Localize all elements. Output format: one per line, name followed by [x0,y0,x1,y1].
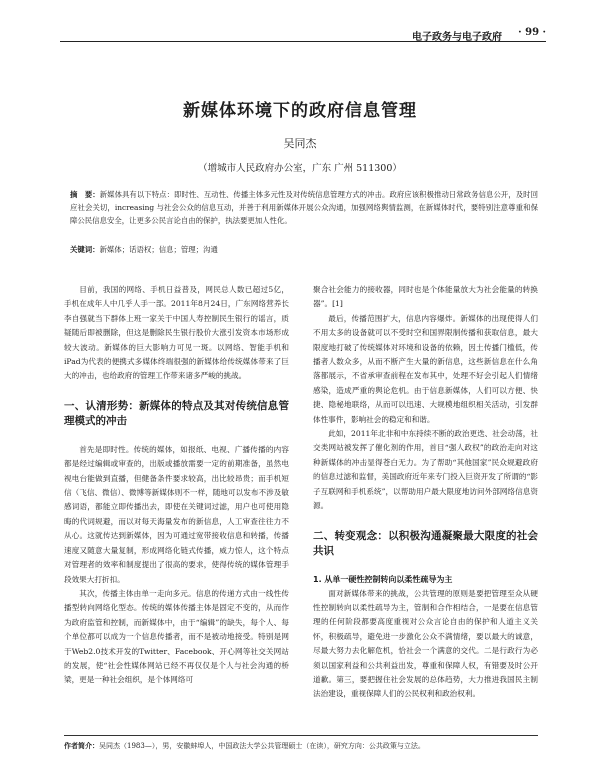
author-name: 吴同杰 [283,137,317,150]
continued-paragraph: 聚合社会能力的接收器，同时也是个体能量放大为社会能量的转换器”。[1] [313,285,538,309]
keywords [70,243,538,256]
footnote-text: 吴同杰（1983—），男，安徽蚌埠人，中国政法大学公共管理硕士（在读），研究方向：公共政策与立法。 [99,742,425,750]
author-footnote [64,741,538,752]
abstract-label: 摘 要： [70,190,100,199]
section-1-paragraph: 其次，传播主体由单一走向多元。信息的传递方式由一线性传播型转向网络化型态。传统的媒体传播主体是固定不变的，从而作为政府监管和控制，而新媒体中，由于“编辑”的缺失，每个人、每个单位都可以成为一个信息传播者，而不是被动地接受。特别是网于Web2.0技术开发的Twitter、Facebook、开心网等社交关网站的发展，使“社会性媒体网站已经不再仅仅是个人与社会沟通的桥梁，更是一种社会组织，是个体网络可 [64,588,289,685]
intro-paragraph: 目前，我国的网络、手机日益普及，网民总人数已超过5亿，手机在成年人中几乎人手一部。2011年8月24日，广东网络营养长李自强就当下群体上班一家关于中国人寿控制民生银行的谣言，质疑随后即被删除，但这是删除民生银行股价大涨引发资本市场形成较大波动。新媒体的巨大影响力可见一斑。以网络、智能手机和iPad为代表的便携式多媒体终端很强的新媒体给传统媒体带来了巨大的冲击，也给政府的管理工作带来诸多严峻的挑战。 [64,285,289,381]
journal-section-title: 电子政务与电子政府 [412,32,502,43]
section-1-heading: 一、认清形势：新媒体的特点及其对传统信息管理模式的冲击 [64,399,289,427]
footnote-divider [64,735,538,736]
section-2-heading: 二、转变观念：以积极沟通凝聚最大限度的社会共识 [313,529,538,557]
page-number: · 99 · [518,27,546,38]
abstract [70,188,538,227]
section-2-paragraph: 面对新媒体带来的挑战，公共管理的原则是要把管理至众从硬性控制转向以柔性疏导为主，管制和合作相结合，一是要在信息管理的任何阶段都要高度重视对公众言论自由的保护和人道主义关怀，积极疏导，避免进一步激化公众不满情绪，要以最大的诚意，尽最大努力去化解危机，恰社会一个满意的交代。二是行政行为必须以国家利益和公共利益出发，尊重和保障人权，有错要及时公开道歉。第三，要把握住社会发展的总体趋势，大力推进我国民主制法治建设，重视保障人们的公民权利和政治权利。 [313,588,538,699]
author-affiliation: （增城市人民政府办公室，广东 广州 511300） [198,163,402,174]
left-column [64,283,289,688]
keywords-text: 新媒体；话语权；信息；管理；沟通 [99,245,218,254]
running-header [60,26,546,42]
abstract-text: 新媒体具有以下特点：即时性、互动性、传播主体多元性及对传统信息管理方式的冲击。政府应该积极推动日常政务信息公开，及时回应社会关切，increasing 与社会公众的信息互动，并善于利用新媒体开展公众沟通，加强网络舆情监测，在新媒体时代，要特别注意尊重和保障公民信息安全，让更多公民言论自由的保护，执法要更加人性化。 [70,190,538,225]
body-paragraph: 最后，传播范围扩大，信息内容爆炸。新媒体的出现使得人们不用太多的设备就可以不受时空和国界限制传播和获取信息，最大限度地打破了传统媒体对环境和设备的依赖，因土传播门槛低，传播者人数众多，从而不断产生大量的新信息，这些新信息在什么角落都展示，不省承审查前程在发布其中，处理不好会引起人们情绪感染，造成严重的舆论危机。由于信息新媒体，人们可以方便、快捷、隐秘地联络，从而可以迅速、大规模地组织相关活动，引发群体性事件，影响社会的稳定和和谐。 [313,313,538,424]
footnote-label: 作者简介： [64,742,99,750]
subsection-1-heading: 1. 从单一硬性控制转向以柔性疏导为主 [313,574,453,584]
section-1-paragraph: 首先是即时性。传统的媒体，如报纸、电视、广播传播的内容都是经过编辑或审查的，出版或播放需要一定的前期准备，虽然电视电台能做到直播，但健备条件要求较高，出比较昂贵；而手机短信（飞信、微信）、微博等新媒体则不一样，随地可以发布不涉及敏感词语，都能立即传播出去，即使在关键词过滤，用户也可使用隐晦的代词规避，而以对每天海量发布的新信息，人工审查往往力不从心。这就传达到新媒体，因为可通过宽带接收信息和转播，传播速度又随意大量复制，形成网络化链式传播，威力惊人，这个特点对管理者的效率和制度提出了很高的要求，使得传统的媒体管理手段效果大打折扣。 [64,444,289,584]
keywords-label: 关键词： [70,245,100,254]
body-paragraph: 此如，2011年北非和中东持续不断的政治更迭、社会动荡，社交类网站被发挥了催化剂的作用，首目“强人政权”的政治走向对这种新媒体的冲击显得苍白无力。为了帮助“其他国家”民众规避政府的信息过滤和监督，美国政府近年来专门投入巨资开发了所谓的“影子互联网和手机系统”，以帮助用户最大限度地访问外部网络信息资源。 [313,429,538,511]
article-title: 新媒体环境下的政府信息管理 [183,101,417,121]
right-column [313,283,538,702]
